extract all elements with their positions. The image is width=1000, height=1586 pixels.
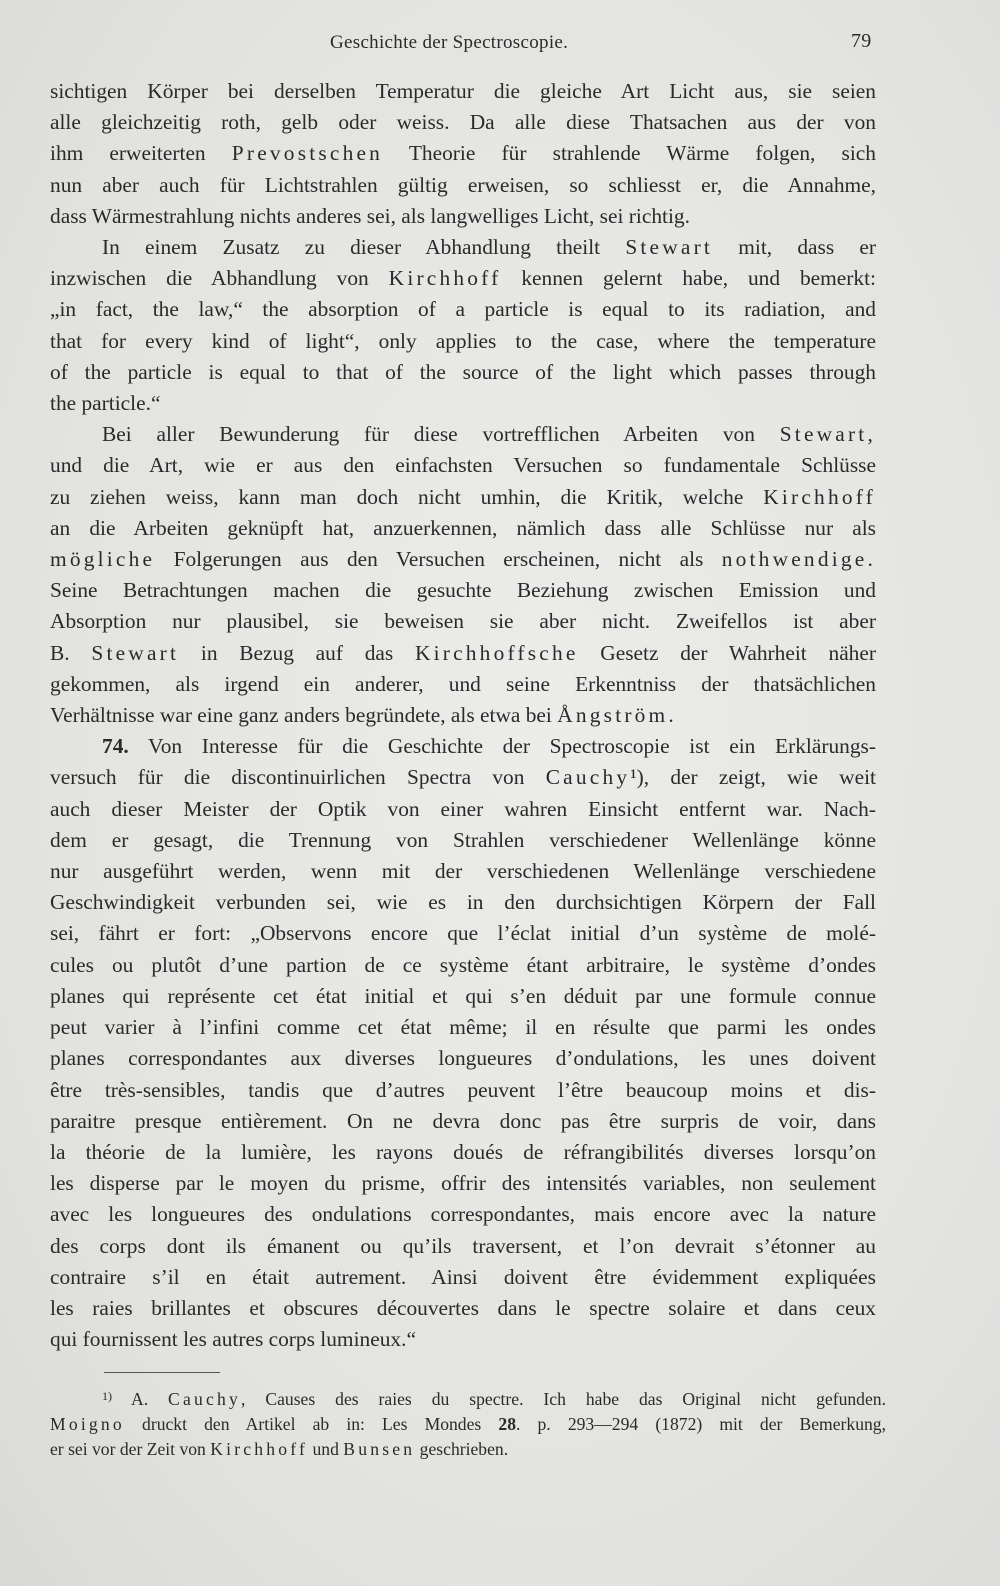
running-title: Geschichte der Spectroscopie. <box>330 32 569 53</box>
text-run: inzwischen die Abhandlung von <box>50 266 389 291</box>
text-run: nur ausgeführt werden, wenn mit der verschiedenen Wellenlänge verschiedene <box>50 859 876 884</box>
section-number: 74. <box>102 734 129 759</box>
text-run: avec les longueures des ondulations correspondantes, mais encore avec la nature <box>50 1202 876 1227</box>
text-line <box>50 1324 876 1355</box>
text-line <box>50 450 876 481</box>
text-line <box>50 357 876 388</box>
bold-text: 28 <box>498 1414 516 1434</box>
text-run: des corps dont ils émanent ou qu’ils traversent, et l’on devrait s’étonner au <box>50 1233 876 1258</box>
text-line <box>50 294 876 325</box>
text-line <box>50 981 876 1012</box>
text-run: Von Interesse für die Geschichte der Spectroscopie ist ein Erklärungs- <box>128 734 876 759</box>
text-run: , Causes des raies du spectre. Ich habe das Original nicht gefunden. <box>241 1389 886 1409</box>
spaced-name: Moigno <box>50 1414 125 1434</box>
text-run: the particle.“ <box>50 391 161 416</box>
text-line <box>50 1075 876 1106</box>
footnote-marker: 1) <box>102 1389 112 1403</box>
paragraph <box>50 76 876 232</box>
body-text <box>50 76 876 1355</box>
spaced-name: nothwendige. <box>721 547 876 572</box>
paragraph <box>50 419 876 731</box>
text-line <box>50 388 876 419</box>
text-run: être très-sensibles, tandis que d’autres peuvent l’être beaucoup moins et dis- <box>50 1077 876 1102</box>
text-run: alle gleichzeitig roth, gelb oder weiss. Da alle diese Thatsachen aus der von <box>50 110 876 135</box>
text-run: In einem Zusatz zu dieser Abhandlung theilt <box>102 235 626 260</box>
spaced-name: Bunsen <box>343 1439 416 1459</box>
text-run: dem er gesagt, die Trennung von Strahlen verschiedener Wellenlänge könne <box>50 827 876 852</box>
spaced-name: mögliche <box>50 547 156 572</box>
text-line <box>50 544 876 575</box>
text-run: cules ou plutôt d’une partion de ce système étant arbitraire, le système d’ondes <box>50 952 876 977</box>
text-run: planes correspondantes aux diverses longueures d’ondulations, les unes doivent <box>50 1046 876 1071</box>
text-run: und <box>308 1439 344 1459</box>
text-line <box>50 232 876 263</box>
text-run: nun aber auch für Lichtstrahlen gültig erweisen, so schliesst er, die Annahme, <box>50 172 876 197</box>
text-run: ihm erweiterten <box>50 141 232 166</box>
text-run: in Bezug auf das <box>179 640 415 665</box>
text-run: versuch für die discontinuirlichen Spectra von <box>50 765 546 790</box>
text-run: les raies brillantes et obscures découvertes dans le spectre solaire et dans ceux <box>50 1295 876 1320</box>
text-run: Theorie für strahlende Wärme folgen, sich <box>383 141 876 166</box>
text-run: geschrieben. <box>415 1439 509 1459</box>
spaced-name: Cauchy <box>168 1389 241 1409</box>
text-line <box>50 1137 876 1168</box>
paragraph <box>50 731 876 1355</box>
text-run: druckt den Artikel ab in: Les Mondes <box>124 1414 499 1434</box>
text-run: B. <box>50 640 92 665</box>
spaced-name: Kirchhoffsche <box>414 640 579 665</box>
text-line <box>50 638 876 669</box>
text-run: Verhältnisse war eine ganz anders begründete, als etwa bei <box>50 703 558 728</box>
text-run: Gesetz der Wahrheit näher <box>578 640 876 665</box>
text-run: kennen gelernt habe, und bemerkt: <box>501 266 876 291</box>
text-line <box>50 762 876 793</box>
text-line <box>50 326 876 357</box>
spaced-name: Kirchhoff <box>763 484 876 509</box>
text-run: und die Art, wie er aus den einfachsten Versuchen so fundamentale Schlüsse <box>50 453 876 478</box>
spaced-name: Kirchhoff <box>388 266 502 291</box>
footnote-rule <box>104 1372 220 1373</box>
spaced-name: Stewart <box>625 235 714 260</box>
text-line <box>50 669 876 700</box>
text-run: Absorption nur plausibel, sie beweisen sie aber nicht. Zweifellos ist aber <box>50 609 876 634</box>
footnotes <box>50 1384 886 1462</box>
spaced-name: Stewart, <box>779 422 876 447</box>
text-line <box>50 138 876 169</box>
text-run: Folgerungen aus den Versuchen erscheinen, nicht als <box>155 547 722 572</box>
text-run: . p. 293—294 (1872) mit der Bemerkung, <box>515 1414 886 1434</box>
text-run: Geschwindigkeit verbunden sei, wie es in den durchsichtigen Körpern der Fall <box>50 890 876 915</box>
footnote-line <box>50 1412 886 1437</box>
spaced-name: Prevostschen <box>231 141 384 166</box>
spaced-name: Cauchy <box>545 765 631 790</box>
text-run: qui fournissent les autres corps lumineux.“ <box>50 1327 416 1352</box>
text-line <box>50 606 876 637</box>
text-run: auch dieser Meister der Optik von einer wahren Einsicht entfernt war. Nach- <box>50 796 876 821</box>
page-number: 79 <box>851 30 872 52</box>
text-run: sichtigen Körper bei derselben Temperatur die gleiche Art Licht aus, sie seien <box>50 79 876 103</box>
text-run: Seine Betrachtungen machen die gesuchte Beziehung zwischen Emission und <box>50 578 876 603</box>
spaced-name: Stewart <box>91 640 180 665</box>
text-run: peut varier à l’infini comme cet état même; il en résulte que parmi les ondes <box>50 1015 876 1040</box>
text-line <box>50 1043 876 1074</box>
text-line <box>50 1262 876 1293</box>
text-run: „in fact, the law,“ the absorption of a particle is equal to its radiation, and <box>50 297 876 322</box>
text-run: er sei vor der Zeit von <box>50 1439 211 1459</box>
text-line <box>50 825 876 856</box>
text-line <box>50 201 876 232</box>
running-header <box>0 28 1000 60</box>
text-run: gekommen, als irgend ein anderer, und seine Erkenntniss der thatsächlichen <box>50 671 876 696</box>
text-run: ¹), der zeigt, wie weit <box>630 765 876 790</box>
text-run: paraitre presque entièrement. On ne devra donc pas être surpris de voir, dans <box>50 1108 876 1133</box>
text-run: an die Arbeiten geknüpft hat, anzuerkennen, nämlich dass alle Schlüsse nur als <box>50 515 876 540</box>
text-line <box>50 700 876 731</box>
footnote-line <box>50 1437 886 1462</box>
text-line <box>50 1293 876 1324</box>
text-line <box>50 1168 876 1199</box>
text-line <box>50 575 876 606</box>
text-run: contraire s’il en était autrement. Ainsi doivent être évidemment expliquées <box>50 1264 876 1289</box>
text-line <box>50 1012 876 1043</box>
text-line <box>50 263 876 294</box>
text-line <box>50 731 876 762</box>
text-run: of the particle is equal to that of the source of the light which passes through <box>50 359 876 384</box>
text-line <box>50 887 876 918</box>
text-run: zu ziehen weiss, kann man doch nicht umhin, die Kritik, welche <box>50 484 764 509</box>
text-run: A. <box>130 1389 169 1409</box>
paragraph <box>50 232 876 419</box>
spaced-name: Ångström. <box>557 703 677 728</box>
text-line <box>50 1199 876 1230</box>
text-line <box>50 856 876 887</box>
text-line <box>50 794 876 825</box>
text-line <box>50 482 876 513</box>
text-run: planes qui représente cet état initial et qui s’en déduit par une formule connue <box>50 983 876 1008</box>
text-line <box>50 419 876 450</box>
text-line <box>50 1231 876 1262</box>
text-run: dass Wärmestrahlung nichts anderes sei, als langwelliges Licht, sei richtig. <box>50 203 690 228</box>
text-run: la théorie de la lumière, les rayons doués de réfrangibilités diverses lorsqu’on <box>50 1139 876 1164</box>
text-run: sei, fährt er fort: „Observons encore que l’éclat initial d’un système de molé- <box>50 921 876 946</box>
text-line <box>50 513 876 544</box>
spaced-name: Kirchhoff <box>210 1439 309 1459</box>
text-run: that for every kind of light“, only applies to the case, where the temperature <box>50 328 876 353</box>
text-line <box>50 107 876 138</box>
text-run: Bei aller Bewunderung für diese vortrefflichen Arbeiten von <box>102 422 780 447</box>
text-run: les disperse par le moyen du prisme, offrir des intensités variables, non seulement <box>50 1171 876 1196</box>
text-line <box>50 76 876 107</box>
text-line <box>50 950 876 981</box>
text-line <box>50 170 876 201</box>
text-line <box>50 1106 876 1137</box>
text-line <box>50 918 876 949</box>
text-run: mit, dass er <box>713 235 876 260</box>
footnote-line <box>50 1384 886 1412</box>
